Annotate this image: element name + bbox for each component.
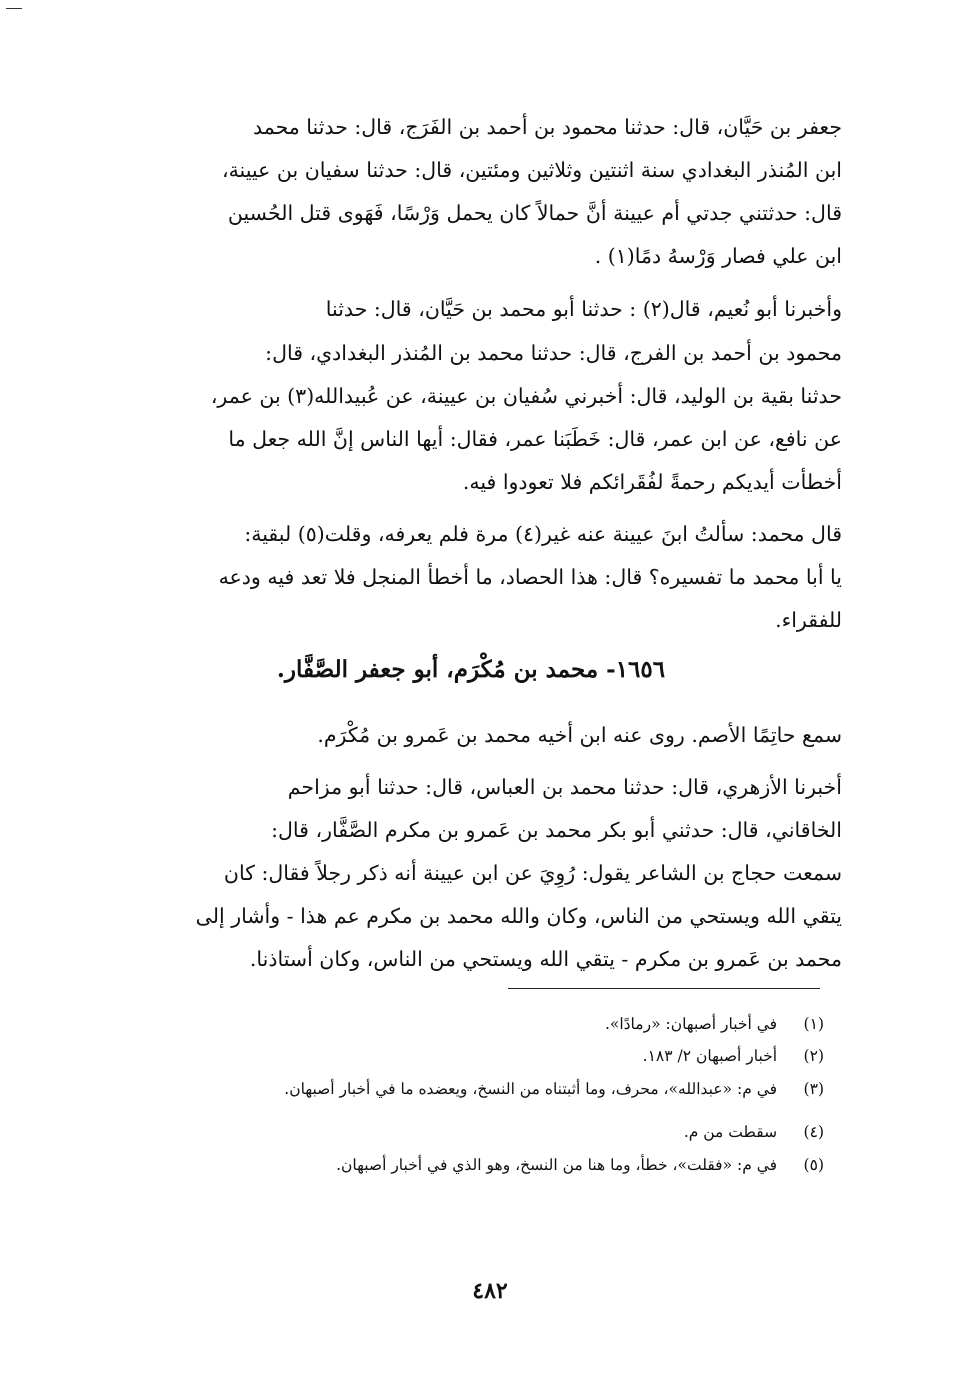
footnote-text: في م: «عبدالله»، محرف، وما أثبتناه من النسخ، ويعضده ما في أخبار أصبهان.	[284, 1080, 778, 1098]
page-number: ٤٨٢	[472, 1278, 508, 1304]
text-line: قال: حدثتني جدتي أم عيينة أنَّ حمالاً كان يحمل وَرْسًا، فَهَوى قتل الحُسين	[227, 201, 842, 225]
text-line: سمعت حجاج بن الشاعر يقول: رُوِيَ عن ابن عيينة أنه ذكر رجلاً فقال: كان	[223, 861, 842, 885]
footnote	[100, 1151, 824, 1179]
text-line: سمع حاتِمًا الأصم. روى عنه ابن أخيه محمد بن عَمرو بن مُكْرَم.	[317, 723, 842, 747]
entry-heading: ١٦٥٦- محمد بن مُكْرَم، أبو جعفر الصَّفَّار.	[276, 656, 666, 683]
text-line: أخبرنا الأزهري، قال: حدثنا محمد بن العباس، قال: حدثنا أبو مزاحم	[287, 775, 842, 799]
text-line: حدثنا بقية بن الوليد، قال: أخبرني سُفيان بن عيينة، عن عُبيدالله(٣) بن عمر،	[210, 384, 842, 408]
text-line: محمود بن أحمد بن الفرج، قال: حدثنا محمد بن المُنذر البغدادي، قال:	[265, 341, 842, 365]
text-line: عن نافع، عن ابن عمر، قال: خَطَبَنا عمر، فقال: أيها الناس إنَّ الله جعل ما	[228, 427, 842, 451]
text-line: وأخبرنا أبو نُعيم، قال(٢) : حدثنا أبو محمد بن حَيَّان، قال: حدثنا	[325, 297, 842, 321]
footnote-number: (٣)	[803, 1080, 824, 1098]
text-line: يا أبا محمد ما تفسيره؟ قال: هذا الحصاد، ما أخطأ المنجل فلا تعد فيه ودعه	[218, 565, 842, 589]
footnote-text: في أخبار أصبهان: «رمادًا».	[604, 1015, 778, 1033]
footnote	[100, 1075, 824, 1103]
text-line: الخاقاني، قال: حدثني أبو بكر محمد بن عَمرو بن مكرم الصَّفَّار، قال:	[271, 818, 842, 842]
footnote-number: (١)	[803, 1015, 824, 1033]
text-line: للفقراء.	[775, 608, 842, 632]
footnote-text: أخبار أصبهان ٢/ ١٨٣.	[642, 1047, 778, 1065]
footnote-number: (٢)	[803, 1047, 824, 1065]
text-line: جعفر بن حَيَّان، قال: حدثنا محمود بن أحمد بن الفَرَج، قال: حدثنا محمد	[252, 115, 842, 139]
footnote	[100, 1118, 824, 1146]
text-line: قال محمد: سألتُ ابنَ عيينة عنه غير(٤) مرة فلم يعرفه، وقلت(٥) لبقية:	[244, 522, 842, 546]
footnote-number: (٥)	[803, 1156, 824, 1174]
footnote-text: في م: «فقلت»، خطأ، وما هنا من النسخ، وهو الذي في أخبار أصبهان.	[336, 1156, 778, 1174]
text-line: محمد بن عَمرو بن مكرم - يتقي الله ويستحي من الناس، وكان أستاذنا.	[249, 947, 842, 971]
corner-mark	[6, 8, 22, 9]
text-line: يتقي الله ويستحي من الناس، وكان والله محمد بن مكرم عم هذا - وأشار إلى	[195, 904, 842, 928]
text-line: أخطأت أيديكم رحمةً لفُقَرائكم فلا تعودوا فيه.	[462, 470, 842, 494]
footnote	[100, 1042, 824, 1070]
footnote	[100, 1010, 824, 1038]
text-line: ابن المُنذر البغدادي سنة اثنتين وثلاثين ومئتين، قال: حدثنا سفيان بن عيينة،	[221, 158, 842, 182]
text-line: ابن علي فصار وَرْسهُ دمًا(١) .	[594, 244, 842, 268]
footnote-text: سقطت من م.	[683, 1123, 778, 1141]
footnote-number: (٤)	[803, 1123, 824, 1141]
footnote-separator	[508, 988, 820, 989]
